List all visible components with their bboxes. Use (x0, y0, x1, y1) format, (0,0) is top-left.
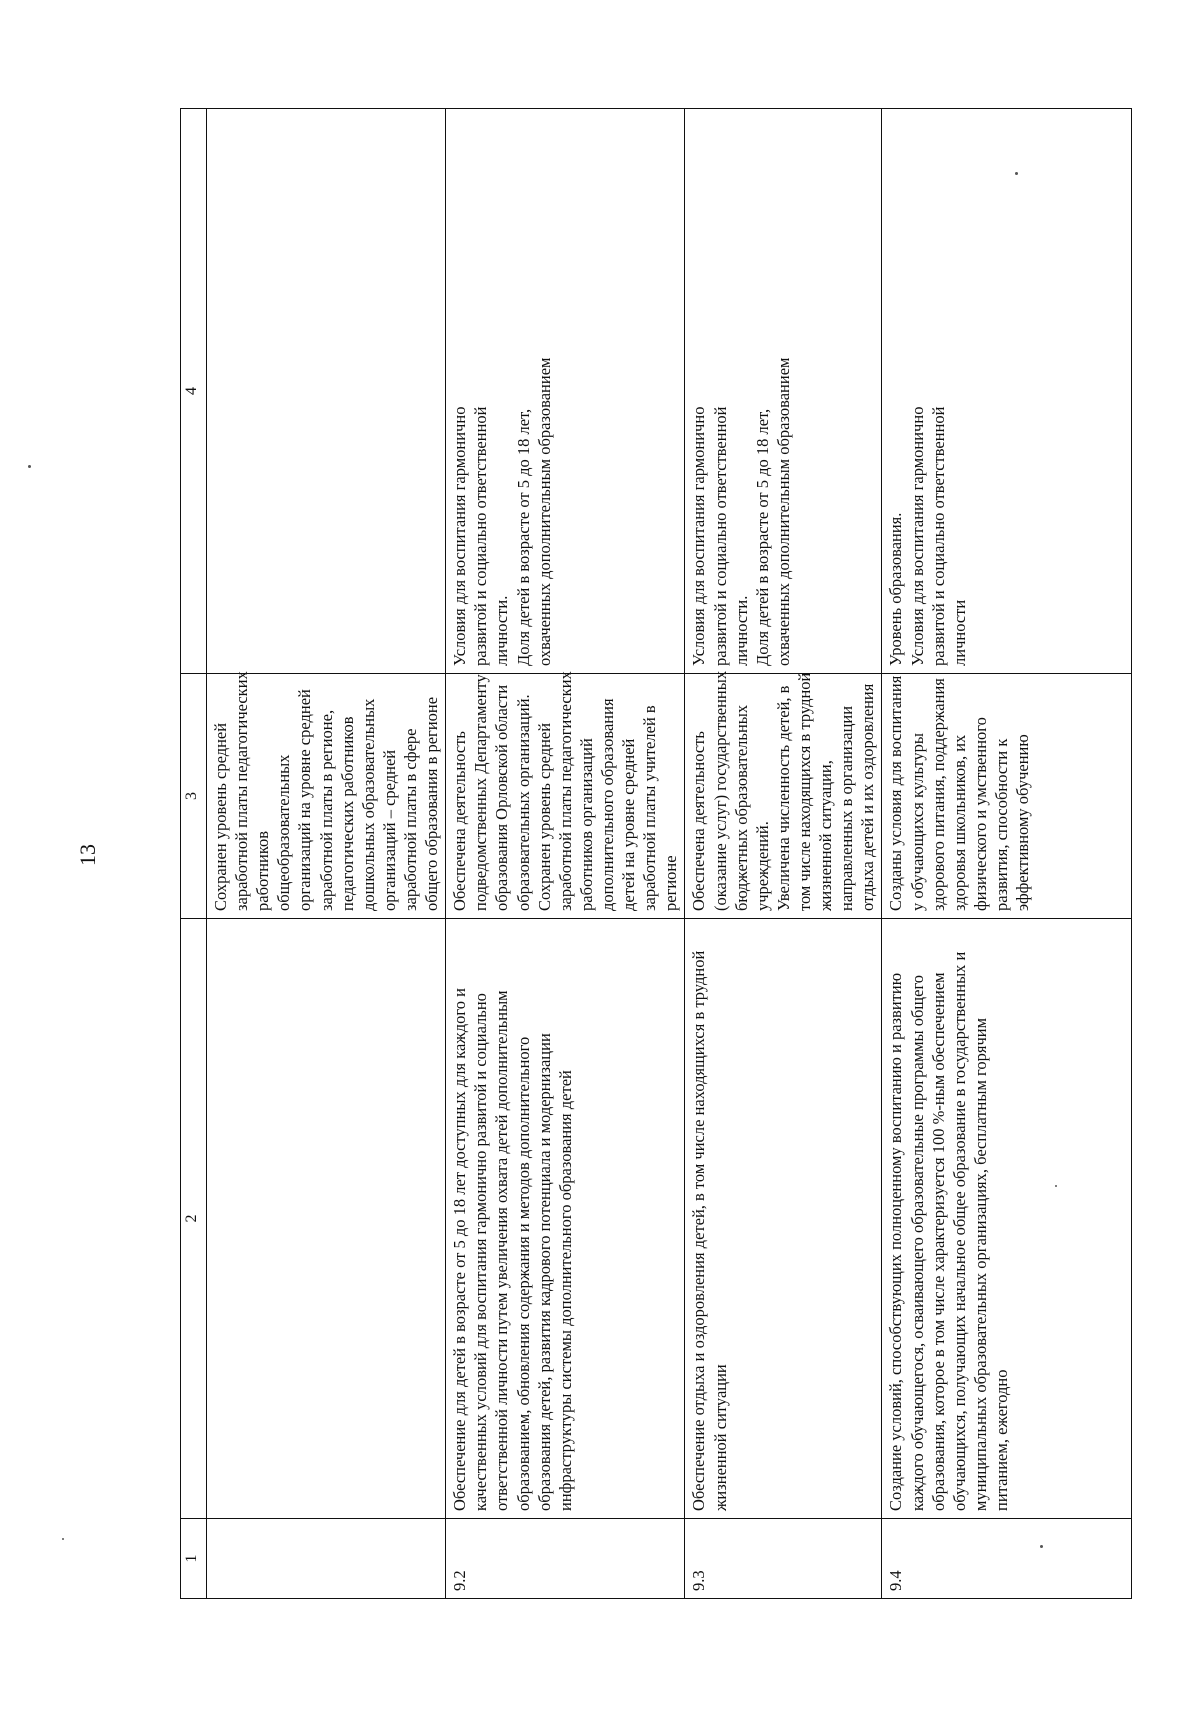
indicators-cell (685, 109, 882, 674)
results-line: образования Орловской области (492, 684, 512, 911)
indicator-line: Уровень образования. (886, 512, 906, 666)
indicators-cell (207, 109, 446, 674)
results-line: общеобразовательных (274, 754, 294, 911)
header-col-2: 2 (181, 919, 207, 1519)
results-line: здоровья школьников, их (949, 734, 969, 911)
indicator-line: развитой и социально ответственной (471, 406, 491, 666)
row-number: 9.2 (446, 1519, 685, 1599)
results-cell (207, 671, 446, 919)
indicators-cell (882, 109, 1132, 674)
task-line: обучающихся, получающих начальное общее образование в государственных и (949, 951, 969, 1511)
indicator-line: личности. (492, 595, 512, 666)
results-line: общего образования в регионе (422, 696, 442, 911)
results-line: организаций – средней (379, 749, 399, 911)
indicators-cell (446, 109, 685, 674)
indicator-line: развитой и социально ответственной (710, 406, 730, 666)
task-line: образования детей, развития кадрового потенциала и модернизации (534, 1033, 554, 1511)
results-line: (оказание услуг) государственных (710, 670, 730, 911)
results-line: детей на уровне средней (619, 738, 639, 911)
results-line: развития, способности к (991, 738, 1011, 911)
results-line: том числе находящихся в трудной (794, 672, 814, 911)
indicator-line: развитой и социально ответственной (928, 406, 948, 666)
indicator-line: личности (949, 599, 969, 666)
results-line: заработной платы в регионе, (316, 709, 336, 911)
indicator-line: охваченных дополнительным образованием (773, 357, 793, 666)
results-line: дополнительного образования (597, 698, 617, 911)
scan-speck (28, 465, 31, 468)
task-line: Создание условий, способствующих полноценному воспитанию и развитию (886, 972, 906, 1511)
task-line: качественных условий для воспитания гармонично развитой и социально (471, 993, 491, 1511)
results-line: заработной платы учителей в (640, 705, 660, 911)
results-line: регионе (661, 855, 681, 911)
results-line: работников организаций (576, 738, 596, 911)
results-line: жизненной ситуации, (816, 760, 836, 911)
task-cell (882, 919, 1132, 1519)
indicator-line: Доля детей в возрасте от 5 до 18 лет, (513, 408, 533, 666)
task-line: питанием, ежегодно (991, 1369, 1011, 1511)
task-cell (685, 919, 882, 1519)
results-line: образовательных организаций. (513, 694, 533, 911)
results-line: педагогических работников (337, 716, 357, 911)
task-line: каждого обучающегося, осваивающего образовательные программы общего (907, 974, 927, 1511)
task-line: ответственной личности путем увеличения охвата детей дополнительным (492, 990, 512, 1511)
results-line: физического и умственного (970, 717, 990, 911)
rotated-page (180, 109, 1120, 1599)
results-line: учреждений. (752, 821, 772, 911)
results-line: направленных в организации (837, 705, 857, 911)
results-line: эффективному обучению (1013, 734, 1033, 911)
indicator-line: охваченных дополнительным образованием (534, 357, 554, 666)
results-line: заработной платы в сфере (400, 728, 420, 911)
table-row (207, 109, 446, 1599)
results-cell (446, 671, 685, 919)
task-cell (207, 919, 446, 1519)
task-line: Обеспечение для детей в возрасте от 5 до 18 лет доступных для каждого и (450, 988, 470, 1511)
indicator-line: Условия для воспитания гармонично (450, 406, 470, 666)
program-table (180, 108, 1132, 1599)
results-line: Обеспечена деятельность (689, 731, 709, 911)
results-line: Сохранен уровень средней (211, 722, 230, 911)
results-line: здорового питания, поддержания (928, 678, 948, 911)
results-line: бюджетных образовательных (731, 704, 751, 911)
page-number: 13 (75, 844, 100, 866)
results-line: Обеспечена деятельность (450, 731, 470, 911)
header-col-1: 1 (181, 1519, 207, 1599)
indicator-line: Условия для воспитания гармонично (907, 406, 927, 666)
results-line: Созданы условия для воспитания (886, 675, 906, 911)
results-line: работников (253, 830, 273, 911)
results-line: дошкольных образовательных (358, 698, 378, 911)
results-cell (882, 674, 1132, 919)
indicator-line: личности. (731, 595, 751, 666)
indicator-line: Доля детей в возрасте от 5 до 18 лет, (752, 408, 772, 666)
results-line: отдыха детей и их оздоровления (858, 683, 878, 911)
results-cell (685, 670, 882, 919)
results-line: организаций на уровне средней (295, 689, 315, 911)
task-line: муниципальных образовательных организациях, бесплатным горячим (970, 1017, 990, 1511)
header-col-3: 3 (181, 674, 207, 919)
task-line: Обеспечение отдыха и оздоровления детей, в том числе находящихся в трудной (689, 950, 709, 1511)
results-line: заработной платы педагогических (555, 671, 575, 911)
results-line: подведомственных Департаменту (471, 674, 491, 911)
task-line: образованием, обновления содержания и методов дополнительного (513, 1036, 533, 1511)
task-line: образования, которое в том числе характеризуется 100 %-ным обеспечением (928, 972, 948, 1511)
row-number: 9.3 (685, 1519, 882, 1599)
table-header-row (181, 109, 207, 1599)
results-line: заработной платы педагогических (232, 671, 252, 911)
task-line: инфраструктуры системы дополнительного образования детей (555, 1070, 575, 1511)
table-row (446, 109, 685, 1599)
row-number (207, 1519, 446, 1599)
header-col-4: 4 (181, 109, 207, 674)
scan-speck (62, 1538, 64, 1540)
task-line: жизненной ситуации (710, 1364, 730, 1511)
results-line: у обучающихся культуры (907, 733, 927, 911)
task-cell (446, 919, 685, 1519)
table-row (882, 109, 1132, 1599)
indicator-line: Условия для воспитания гармонично (689, 406, 709, 666)
results-line: Увеличена численность детей, в (773, 685, 793, 911)
results-line: Сохранен уровень средней (534, 722, 554, 911)
table-row (685, 109, 882, 1599)
row-number: 9.4 (882, 1519, 1132, 1599)
